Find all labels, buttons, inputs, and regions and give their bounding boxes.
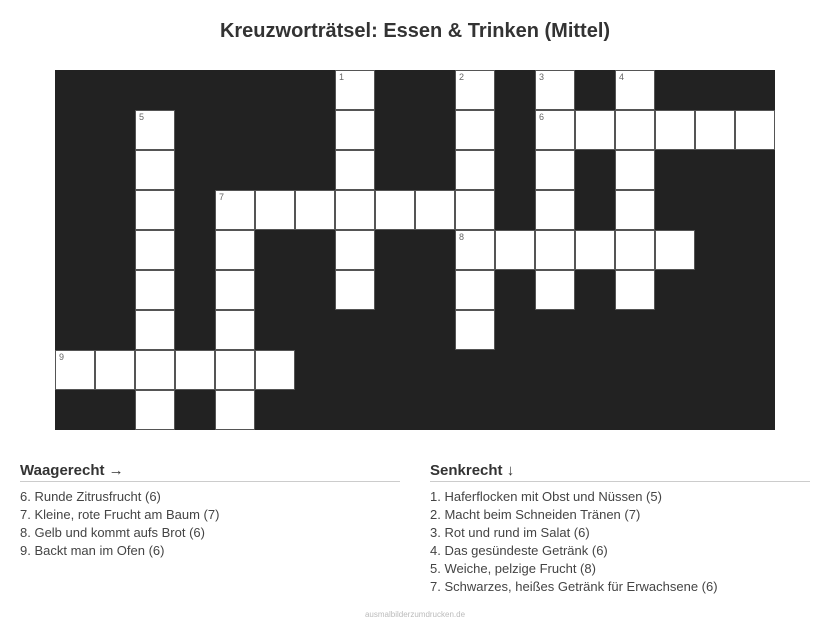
clue-number: 6 [539, 112, 545, 122]
across-heading: Waagerecht → [20, 461, 400, 482]
clue-item: 7. Kleine, rote Frucht am Baum (7) [20, 507, 220, 522]
clue-number: 7 [219, 192, 225, 202]
grid-cell[interactable] [535, 110, 575, 150]
grid-cell[interactable] [135, 230, 175, 270]
clue-item: 4. Das gesündeste Getränk (6) [430, 543, 608, 558]
grid-cell[interactable] [655, 110, 695, 150]
grid-cell[interactable] [215, 350, 255, 390]
clue-item: 5. Weiche, pelzige Frucht (8) [430, 561, 596, 576]
down-clues [430, 461, 810, 596]
down-heading: Senkrecht ↓ [430, 461, 810, 482]
grid-cell[interactable] [575, 230, 615, 270]
grid-cell[interactable] [335, 270, 375, 310]
grid-cell[interactable] [175, 350, 215, 390]
grid-cell[interactable] [615, 230, 655, 270]
down-list [430, 488, 810, 596]
grid-cell[interactable] [455, 190, 495, 230]
grid-cell[interactable] [215, 190, 255, 230]
clue-number: 2 [459, 72, 465, 82]
clue-item: 9. Backt man im Ofen (6) [20, 543, 165, 558]
clue-number: 9 [59, 352, 65, 362]
grid-cell[interactable] [535, 270, 575, 310]
grid-cell[interactable] [575, 110, 615, 150]
grid-cell[interactable] [615, 150, 655, 190]
grid-cell[interactable] [95, 350, 135, 390]
grid-cell[interactable] [455, 230, 495, 270]
grid-cell[interactable] [455, 270, 495, 310]
grid-cell[interactable] [135, 270, 175, 310]
page-title: Kreuzworträtsel: Essen & Trinken (Mittel) [219, 20, 611, 42]
grid-cell[interactable] [215, 310, 255, 350]
grid-cell[interactable] [335, 110, 375, 150]
grid-cell[interactable] [215, 390, 255, 430]
across-list [20, 488, 400, 560]
clue-number: 5 [139, 112, 145, 122]
grid-cell[interactable] [415, 190, 455, 230]
grid-cell[interactable] [135, 390, 175, 430]
grid-cell[interactable] [335, 150, 375, 190]
crossword-grid [55, 70, 775, 430]
grid-cell[interactable] [135, 350, 175, 390]
grid-cell[interactable] [455, 150, 495, 190]
footer-credit: ausmalbilderzumdrucken.de [364, 610, 466, 619]
clue-number: 4 [619, 72, 625, 82]
grid-cell[interactable] [135, 150, 175, 190]
clue-item: 6. Runde Zitrusfrucht (6) [20, 489, 161, 504]
grid-cell[interactable] [455, 110, 495, 150]
clue-item: 7. Schwarzes, heißes Getränk für Erwachsene (6) [430, 579, 718, 594]
grid-cell[interactable] [375, 190, 415, 230]
clue-item: 8. Gelb und kommt aufs Brot (6) [20, 525, 205, 540]
grid-cell[interactable] [535, 190, 575, 230]
across-clues [20, 461, 400, 560]
grid-cell[interactable] [135, 190, 175, 230]
grid-cell[interactable] [135, 310, 175, 350]
clue-item: 2. Macht beim Schneiden Tränen (7) [430, 507, 641, 522]
grid-cell[interactable] [615, 70, 655, 110]
grid-cell[interactable] [255, 350, 295, 390]
grid-cell[interactable] [535, 70, 575, 110]
clue-item: 3. Rot und rund im Salat (6) [430, 525, 590, 540]
grid-cell[interactable] [55, 350, 95, 390]
clue-number: 1 [339, 72, 345, 82]
grid-cell[interactable] [615, 270, 655, 310]
grid-cell[interactable] [455, 70, 495, 110]
grid-cell[interactable] [615, 110, 655, 150]
grid-cell[interactable] [255, 190, 295, 230]
grid-cell[interactable] [335, 230, 375, 270]
grid-cell[interactable] [535, 230, 575, 270]
grid-cell[interactable] [695, 110, 735, 150]
grid-cell[interactable] [335, 70, 375, 110]
grid-cell[interactable] [535, 150, 575, 190]
grid-cell[interactable] [615, 190, 655, 230]
grid-cell[interactable] [495, 230, 535, 270]
clue-number: 8 [459, 232, 465, 242]
clue-number: 3 [539, 72, 545, 82]
grid-cell[interactable] [215, 270, 255, 310]
grid-cell[interactable] [135, 110, 175, 150]
grid-cell[interactable] [335, 190, 375, 230]
grid-cell[interactable] [455, 310, 495, 350]
grid-cell[interactable] [655, 230, 695, 270]
grid-cell[interactable] [735, 110, 775, 150]
clue-item: 1. Haferflocken mit Obst und Nüssen (5) [430, 489, 662, 504]
grid-cell[interactable] [215, 230, 255, 270]
grid-cell[interactable] [295, 190, 335, 230]
